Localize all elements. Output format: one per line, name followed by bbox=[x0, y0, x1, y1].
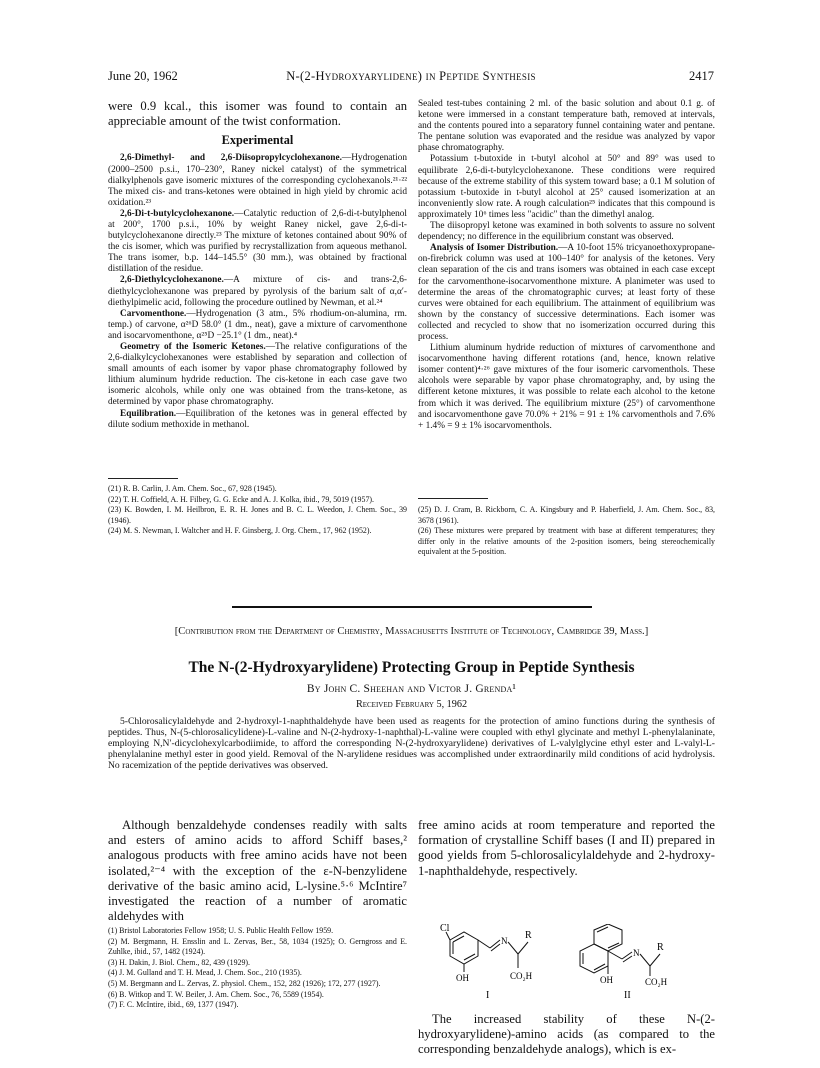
body-paragraph: free amino acids at room temperature and reported the formation of crystalline Schiff bases (I and II) prepared in good yields from 5-chlorosalicylaldehyde and 2-hydroxy-1-naphthaldehyde, respectively. bbox=[418, 818, 715, 878]
body-paragraph: Although benzaldehyde condenses readily with salts and esters of amino acids to afford Schiff bases,² analogous products with free amino acids have not been isolated,²⁻⁴ with the exception of the ε-N-benzylidene derivative of the basic amino acid, L-lysine.⁵·⁶ McIntire⁷ investigated the reaction of a number of aromatic aldehydes with bbox=[108, 818, 407, 924]
exp-paragraph: 2,6-Dimethyl- and 2,6-Diisopropylcyclohexanone.—Hydrogenation (2000–2500 p.s.i., 170–230°, Raney nickel catalyst) of the symmetrical dialkylphenols gave isomeric mixtures of the corresponding cyclohexanols.²¹·²² The mixed cis- and trans-ketones were obtained in high yield by chromic acid oxidation.²³ bbox=[108, 153, 407, 208]
abstract-text: 5-Chlorosalicylaldehyde and 2-hydroxyl-1-naphthaldehyde have been used as reagents for the protection of amino functions during the synthesis of peptides. Thus, N-(5-chlorosalicylidene)-L-valine and N-(2-hydroxy-1-naphthal)-L-valine were coupled with ethyl glycinate and methyl L-phenylalaninate, employing N,N′-dicyclohexylcarbodiimide, to afford the corresponding N-(2-hydroxyarylidene) derivatives of L-valylglycine ethyl ester and L-valyl-L-phenylalanine methyl ester in good yield. Removal of the N-arylidene residues was accomplished under extraordinarily mild conditions of acid hydrolysis. No racemization of the peptide derivatives was observed. bbox=[108, 716, 715, 772]
running-header bbox=[108, 69, 714, 85]
top-left-column bbox=[108, 99, 407, 431]
structure-I-r-group: R bbox=[525, 930, 532, 941]
footnote-rule-left bbox=[108, 478, 178, 479]
contribution-line: [Contribution from the Department of Chemistry, Massachusetts Institute of Technology, Cambridge 39, Mass.] bbox=[174, 626, 649, 637]
footnote: (7) F. C. McIntire, ibid., 69, 1377 (1947). bbox=[108, 1000, 239, 1010]
received-date: Received February 5, 1962 bbox=[355, 699, 468, 710]
structure-I-chloro: Cl bbox=[440, 924, 450, 934]
exp-paragraph: 2,6-Di-t-butylcyclohexanone.—Catalytic reduction of 2,6-di-t-butylphenol at 200°, 1700 p.s.i., 10% by weight Raney nickel, gave 2,6-di-t-butylcyclohexanone directly.²³ The mixture of ketones contained about 90% of the cis isomer, which was purified by recrystallization from aqueous methanol. The trans isomer, b.p. 144–145.5° (30 mm.), was obtained by fractional distillation of the residue. bbox=[108, 208, 407, 275]
structure-I bbox=[446, 932, 528, 972]
body-right-continued bbox=[418, 1012, 715, 1058]
exp-paragraph: The diisopropyl ketone was examined in both solvents to assure no solvent dependency; no difference in the equilibrium constant was observed. bbox=[418, 221, 715, 243]
experimental-paragraphs bbox=[108, 153, 407, 430]
left-intro-text: were 0.9 kcal., this isomer was found to contain an appreciable amount of the twist conformation. bbox=[108, 99, 407, 129]
article-title: The N-(2-Hydroxyarylidene) Protecting Group in Peptide Synthesis bbox=[188, 659, 635, 676]
footnote: (24) M. S. Newman, I. Waltcher and H. F. Ginsberg, J. Org. Chem., 17, 962 (1952). bbox=[108, 526, 372, 536]
exp-paragraph: Geometry of the Isomeric Ketones.—The relative configurations of the 2,6-dialkylcyclohexanones were established by separation and collection of small amounts of each isomer by vapor phase chromatography followed by lithium aluminum hydride reduction. The cis-ketone in each case gave two isomeric alcohols, while only one was obtained from the trans-ketone, as determined by vapor phase chromatography. bbox=[108, 342, 407, 408]
structure-II-nitrogen: N bbox=[633, 948, 640, 958]
exp-paragraph: Equilibration.—Equilibration of the ketones was in general effected by dilute sodium methoxide in methanol. bbox=[108, 408, 407, 430]
exp-paragraph: Carvomenthone.—Hydrogenation (3 atm., 5% rhodium-on-alumina, rm. temp.) of carvone, α²⁶D 58.0° (1 dm., neat), gave a mixture of carvomenthone and isocarvomenthone, α²⁵D −25.1° (1 dm., neat).⁴ bbox=[108, 308, 407, 341]
footnote-rule-right bbox=[418, 498, 488, 499]
naphthalene-lower-ring bbox=[580, 944, 608, 973]
article-separator-rule bbox=[232, 606, 592, 608]
top-right-footnotes bbox=[418, 505, 715, 558]
abstract bbox=[108, 716, 715, 771]
benzene-ring bbox=[450, 932, 478, 964]
top-left-footnotes bbox=[108, 484, 407, 537]
article-authors: By John C. Sheehan and Victor J. Grenda¹ bbox=[306, 683, 517, 695]
exp-paragraph: Lithium aluminum hydride reduction of mixtures of carvomenthone and isocarvomenthone having different rotations (and, hence, known relative isomer content)⁴·²⁶ gave mixtures of the four isomeric carvomenthols. These alcohols were separable by vapor phase chromatography, and, by using the different ketone mixtures, it was possible to relate each alcohol to the ketone from which it was derived. The equilibrium mixture (25°) of carvomenthone and isocarvomenthone gave 70.0% + 21% = 91 ± 1% carvomenthols and 7.6% + 1.4% = 9 ± 1% isocarvomenthols. bbox=[418, 343, 715, 431]
footnote: (25) D. J. Cram, B. Rickborn, C. A. Kingsbury and P. Haberfield, J. Am. Chem. Soc., 83, 3678 (1961). bbox=[418, 505, 715, 525]
header-date: June 20, 1962 bbox=[108, 69, 178, 83]
structure-I-carboxyl: CO₂H bbox=[510, 971, 533, 981]
body-right-column bbox=[418, 818, 715, 879]
body-footnotes bbox=[108, 926, 407, 1011]
chemical-structures bbox=[428, 924, 714, 1014]
footnote: (2) M. Bergmann, H. Ensslin and L. Zervas, Ber., 58, 1034 (1925); O. Gerngross and E. Zuhlke, ibid., 57, 1482 (1924). bbox=[108, 936, 407, 957]
footnote: (1) Bristol Laboratories Fellow 1958; U. S. Public Health Fellow 1959. bbox=[108, 926, 334, 935]
structure-I-nitrogen: N bbox=[501, 936, 508, 946]
structure-II-label: II bbox=[624, 990, 631, 1001]
structure-II-hydroxyl: OH bbox=[600, 975, 613, 985]
footnote: (6) B. Witkop and T. W. Beiler, J. Am. Chem. Soc., 76, 5589 (1954). bbox=[108, 989, 324, 999]
structure-I-label: I bbox=[486, 990, 490, 1001]
structure-II bbox=[580, 924, 660, 976]
header-running-title: N-(2-Hydroxyarylidene) in Peptide Synthesis bbox=[286, 69, 536, 83]
exp-paragraph: Potassium t-butoxide in t-butyl alcohol at 50° and 89° was used to equilibrate 2,6-di-t-butylcyclohexanone. These conditions were required because of the extreme stability of this system toward base; a 0.1 M solution of potassium t-butoxide in t-butyl alcohol at 25° caused isomerization at an inconveniently slow rate. A rough calculation²⁵ indicates that this compound is approximately 10⁶ times less "acidic" than the dimethyl analog. bbox=[418, 154, 715, 220]
body-paragraph: The increased stability of these N-(2-hydroxyarylidene)-amino acids (as compared to the corresponding benzaldehyde analogs), which is ex- bbox=[418, 1012, 715, 1057]
footnote: (4) J. M. Gulland and T. H. Mead, J. Chem. Soc., 210 (1935). bbox=[108, 968, 302, 978]
exp-paragraph: Sealed test-tubes containing 2 ml. of the basic solution and about 0.1 g. of ketone were immersed in a constant temperature bath, removed at intervals, and the contents poured into a separatory funnel containing water and pentane. The pentane solution was evaporated and the residue was analyzed by vapor phase chromatography. bbox=[418, 99, 715, 154]
exp-paragraph: 2,6-Diethylcyclohexanone.—A mixture of cis- and trans-2,6-diethylcyclohexanone was prepared by pyrolysis of the barium salt of α,α′-diethylpimelic acid, following the procedure outlined by Newman, et al.²⁴ bbox=[108, 275, 407, 308]
footnote: (3) H. Dakin, J. Biol. Chem., 82, 439 (1929). bbox=[108, 957, 251, 967]
footnote: (5) M. Bergmann and L. Zervas, Z. physiol. Chem., 152, 282 (1926); 172, 277 (1927). bbox=[108, 978, 381, 988]
footnote: (21) R. B. Carlin, J. Am. Chem. Soc., 67, 928 (1945). bbox=[108, 484, 277, 493]
top-right-column bbox=[418, 99, 715, 432]
body-left-column bbox=[108, 818, 407, 924]
structure-II-carboxyl: CO₂H bbox=[645, 977, 668, 987]
footnote: (26) These mixtures were prepared by treatment with base at different temperatures; they differ only in the relative amounts of the 2-position isomers, being stereochemically equivalent at the 5-position. bbox=[418, 526, 715, 557]
structure-II-r-group: R bbox=[657, 942, 664, 953]
exp-paragraph: Analysis of Isomer Distribution.—A 10-foot 15% tricyanoethoxypropane-on-firebrick column was used at 100–140° for analysis of the ketones. Very clean separation of the cis and trans isomers was obtained in each case except for the carvomenthone-isocarvomenthone mixture. A planimeter was used to determine the areas of the chromatographic curves; at least forty of these curves were obtained for each equilibrium. The attainment of equilibrium was shown by the constancy of successive determinations. Each isomer was collected and recycled to show that no isomerization occurred during this process. bbox=[418, 243, 715, 342]
structure-I-hydroxyl: OH bbox=[456, 973, 469, 983]
footnote: (23) K. Bowden, I. M. Heilbron, E. R. H. Jones and B. C. L. Weedon, J. Chem. Soc., 39 (1946). bbox=[108, 505, 407, 525]
header-page-number: 2417 bbox=[689, 69, 714, 83]
footnote: (22) T. H. Coffield, A. H. Filbey, G. G. Ecke and A. J. Kolka, ibid., 79, 5019 (1957). bbox=[108, 494, 374, 504]
naphthalene-upper-ring bbox=[594, 924, 622, 951]
experimental-heading: Experimental bbox=[221, 133, 294, 148]
